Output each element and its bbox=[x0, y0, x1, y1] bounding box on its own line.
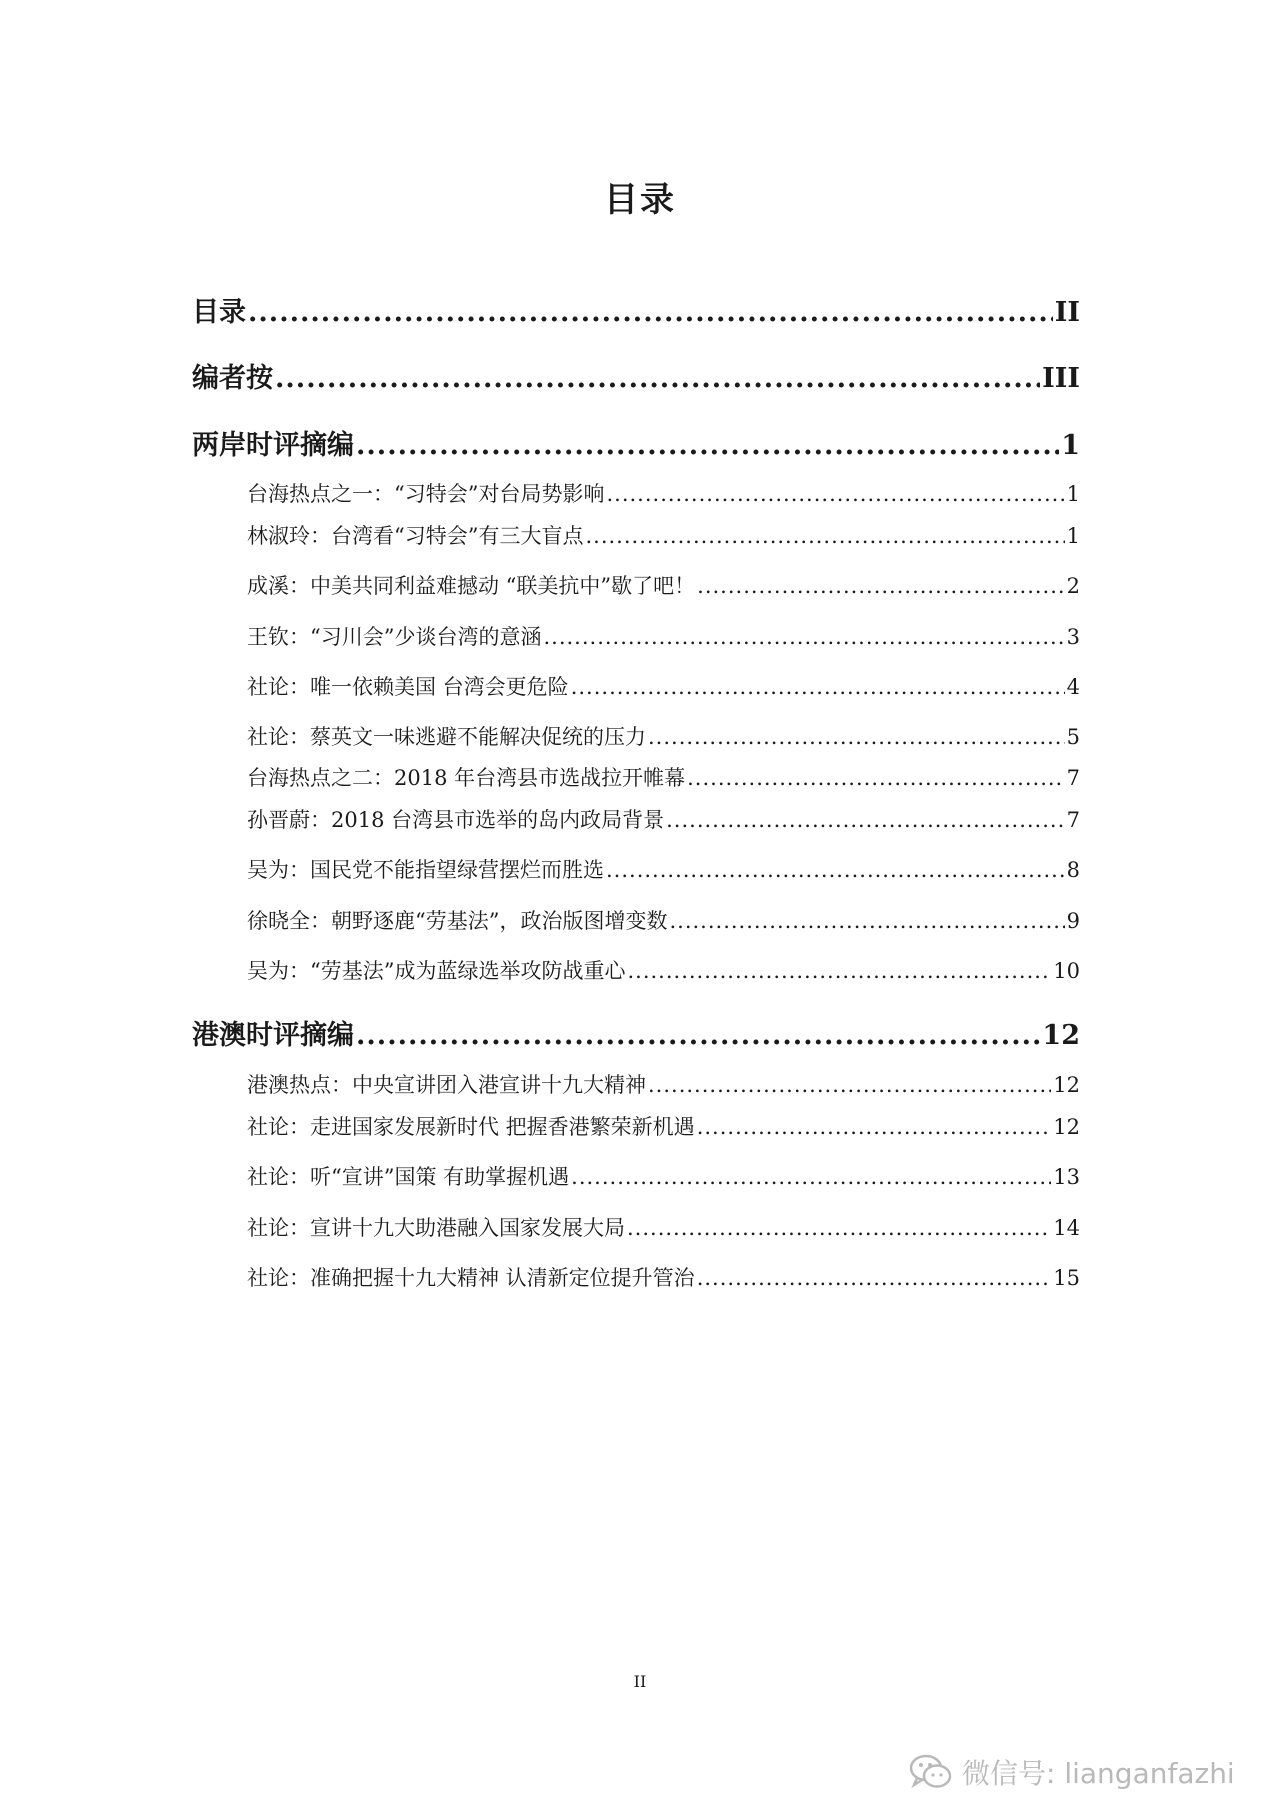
toc-entry[interactable] bbox=[247, 570, 1080, 600]
page-title: 目录 bbox=[604, 180, 676, 220]
leader-dots bbox=[356, 1020, 1040, 1051]
toc-entry-hk-macau-section[interactable] bbox=[192, 1013, 1080, 1052]
toc-entry-label: 两岸时评摘编 bbox=[192, 430, 354, 461]
leader-dots bbox=[571, 1165, 1051, 1189]
toc-entry[interactable] bbox=[247, 804, 1080, 834]
toc-entry-label: 社论：听“宣讲”国策 有助掌握机遇 bbox=[247, 1165, 570, 1189]
toc-entry-page: 12 bbox=[1042, 1020, 1080, 1051]
leader-dots bbox=[627, 959, 1051, 983]
leader-dots bbox=[571, 675, 1065, 699]
toc-entry-page: 7 bbox=[1066, 808, 1080, 832]
toc-entry-editor-note[interactable] bbox=[192, 356, 1080, 395]
toc-entry-page: III bbox=[1042, 363, 1080, 394]
toc-entry-cross-strait-section[interactable] bbox=[192, 423, 1080, 462]
toc-entry-page: 4 bbox=[1066, 675, 1080, 699]
watermark bbox=[908, 1752, 1235, 1792]
toc-entry[interactable] bbox=[247, 1262, 1080, 1292]
toc-entry[interactable] bbox=[247, 478, 1080, 508]
toc-entry-page: 9 bbox=[1066, 909, 1080, 933]
leader-dots bbox=[627, 1216, 1051, 1240]
toc-entry-label: 社论：走进国家发展新时代 把握香港繁荣新机遇 bbox=[247, 1115, 695, 1139]
leader-dots bbox=[543, 625, 1064, 649]
toc-entry-label: 社论：准确把握十九大精神 认清新定位提升管治 bbox=[247, 1266, 695, 1290]
leader-dots bbox=[697, 1115, 1052, 1139]
toc-entry[interactable] bbox=[247, 905, 1080, 935]
leader-dots bbox=[669, 909, 1064, 933]
toc-entry-label: 目录 bbox=[192, 297, 246, 328]
leader-dots bbox=[275, 363, 1040, 394]
toc-entry-label: 社论：宣讲十九大助港融入国家发展大局 bbox=[247, 1216, 625, 1240]
toc-entry-label: 吴为：“劳基法”成为蓝绿选举攻防战重心 bbox=[247, 959, 626, 983]
leader-dots bbox=[606, 482, 1064, 506]
toc-entry-page: 7 bbox=[1066, 766, 1080, 790]
toc-entry-label: 社论：唯一依赖美国 台湾会更危险 bbox=[247, 675, 569, 699]
leader-dots bbox=[687, 766, 1065, 790]
toc-entry-page: 8 bbox=[1066, 858, 1080, 882]
toc-entry[interactable] bbox=[247, 955, 1080, 985]
toc-entry[interactable] bbox=[247, 621, 1080, 651]
toc-entry-contents[interactable] bbox=[192, 290, 1080, 329]
leader-dots bbox=[606, 858, 1065, 882]
leader-dots bbox=[648, 1073, 1051, 1097]
toc-entry-page: 10 bbox=[1053, 959, 1080, 983]
toc-entry-page: 1 bbox=[1066, 482, 1080, 506]
watermark-text: 微信号: lianganfazhi bbox=[962, 1757, 1235, 1790]
toc-entry-label: 台海热点之二：2018 年台湾县市选战拉开帷幕 bbox=[247, 766, 686, 790]
toc-entry[interactable] bbox=[247, 1212, 1080, 1242]
toc-entry-label: 编者按 bbox=[192, 363, 273, 394]
toc-entry-label: 林淑玲：台湾看“习特会”有三大盲点 bbox=[247, 524, 584, 548]
leader-dots bbox=[356, 430, 1059, 461]
toc-entry-page: 15 bbox=[1053, 1266, 1080, 1290]
toc-entry-label: 徐晓全：朝野逐鹿“劳基法”，政治版图增变数 bbox=[247, 909, 668, 933]
toc-entry-page: 12 bbox=[1053, 1073, 1080, 1097]
leader-dots bbox=[648, 725, 1065, 749]
leader-dots bbox=[585, 524, 1064, 548]
toc-entry[interactable] bbox=[247, 721, 1080, 751]
toc-entry-page: 14 bbox=[1053, 1216, 1080, 1240]
leader-dots bbox=[666, 808, 1065, 832]
toc-entry-label: 成溪：中美共同利益难撼动 “联美抗中”歇了吧！ bbox=[247, 574, 696, 598]
toc-entry-page: 13 bbox=[1053, 1165, 1080, 1189]
toc-entry-page: 12 bbox=[1053, 1115, 1080, 1139]
toc-entry[interactable] bbox=[247, 1161, 1080, 1191]
wechat-icon bbox=[908, 1753, 954, 1791]
leader-dots bbox=[697, 574, 1064, 598]
toc-entry-label: 孙晋蔚：2018 台湾县市选举的岛内政局背景 bbox=[247, 808, 665, 832]
toc-entry-label: 吴为：国民党不能指望绿营摆烂而胜选 bbox=[247, 858, 604, 882]
toc-entry-page: 5 bbox=[1066, 725, 1080, 749]
toc-entry[interactable] bbox=[247, 1111, 1080, 1141]
toc-entry-label: 社论：蔡英文一味逃避不能解决促统的压力 bbox=[247, 725, 646, 749]
toc-entry[interactable] bbox=[247, 854, 1080, 884]
toc-entry-page: 1 bbox=[1061, 430, 1080, 461]
toc-entry-page: 1 bbox=[1066, 524, 1080, 548]
toc-entry-page: 3 bbox=[1066, 625, 1080, 649]
toc-entry-label: 港澳热点：中央宣讲团入港宣讲十九大精神 bbox=[247, 1073, 646, 1097]
toc-entry-label: 王钦：“习川会”少谈台湾的意涵 bbox=[247, 625, 542, 649]
toc-entry[interactable] bbox=[247, 671, 1080, 701]
leader-dots bbox=[697, 1266, 1052, 1290]
page-number: II bbox=[633, 1672, 647, 1691]
toc-entry[interactable] bbox=[247, 762, 1080, 792]
toc-entry[interactable] bbox=[247, 520, 1080, 550]
toc-entry-page: II bbox=[1054, 297, 1080, 328]
toc-entry-label: 台海热点之一：“习特会”对台局势影响 bbox=[247, 482, 605, 506]
toc-entry-label: 港澳时评摘编 bbox=[192, 1020, 354, 1051]
toc-entry-page: 2 bbox=[1066, 574, 1080, 598]
toc-entry[interactable] bbox=[247, 1069, 1080, 1099]
leader-dots bbox=[248, 297, 1053, 328]
